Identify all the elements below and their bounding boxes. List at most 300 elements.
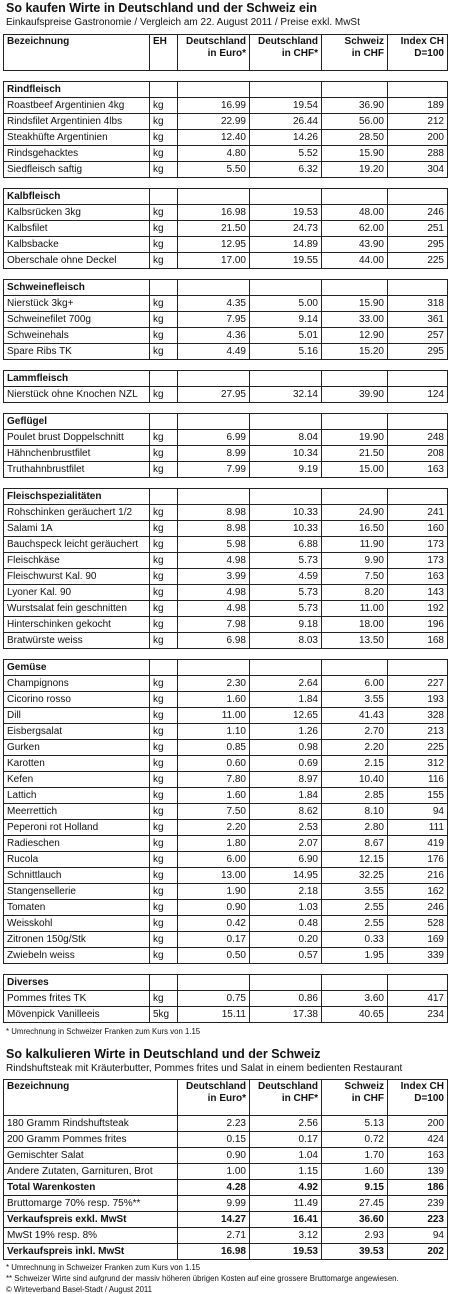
table-cell: Poulet brust Doppelschnitt xyxy=(4,430,150,446)
table-cell: 14.95 xyxy=(250,868,322,884)
table-cell: 163 xyxy=(388,462,448,478)
table-cell: 4.92 xyxy=(250,1180,322,1196)
table-cell: kg xyxy=(150,836,178,852)
table-cell: 8.62 xyxy=(250,804,322,820)
table-cell: kg xyxy=(150,521,178,537)
table-row xyxy=(4,900,448,916)
category-label: Lammfleisch xyxy=(4,371,150,387)
table-cell: 1.80 xyxy=(178,836,250,852)
empty-cell xyxy=(178,660,250,676)
table-cell: 5.73 xyxy=(250,553,322,569)
table-cell: 0.72 xyxy=(322,1132,388,1148)
table-cell: 189 xyxy=(388,98,448,114)
table-cell: 14.89 xyxy=(250,237,322,253)
table-cell: Schnittlauch xyxy=(4,868,150,884)
table-row xyxy=(4,772,448,788)
category-row xyxy=(4,414,448,430)
table-cell: 0.48 xyxy=(250,916,322,932)
table-cell: 139 xyxy=(388,1164,448,1180)
table-cell: Meerrettich xyxy=(4,804,150,820)
table-row xyxy=(4,221,448,237)
table-cell: 3.12 xyxy=(250,1228,322,1244)
section2-footnote-2: ** Schweizer Wirte sind aufgrund der massiv höheren übrigen Kosten auf eine grossere Bruttomarge angewiesen. xyxy=(6,1274,399,1283)
col-header: Deutschland in CHF* xyxy=(250,35,322,71)
table-cell: 4.98 xyxy=(178,553,250,569)
table-cell: 9.15 xyxy=(322,1180,388,1196)
table-cell: 0.17 xyxy=(178,932,250,948)
table-cell: Lattich xyxy=(4,788,150,804)
table-cell: 339 xyxy=(388,948,448,964)
table-cell: 10.34 xyxy=(250,446,322,462)
table-cell: 225 xyxy=(388,253,448,269)
table-cell: 227 xyxy=(388,676,448,692)
table-row xyxy=(4,521,448,537)
table-cell: Mövenpick Vanilleeis xyxy=(4,1007,150,1023)
col-header: Bezeichnung xyxy=(4,35,150,71)
table-cell: 7.95 xyxy=(178,312,250,328)
table-cell: Bruttomarge 70% resp. 75%** xyxy=(4,1196,178,1212)
table-cell: 13.50 xyxy=(322,633,388,649)
table-cell: 168 xyxy=(388,633,448,649)
table-cell: 196 xyxy=(388,617,448,633)
table-cell: Roastbeef Argentinien 4kg xyxy=(4,98,150,114)
table-cell: 173 xyxy=(388,537,448,553)
table-cell: 312 xyxy=(388,756,448,772)
table-row xyxy=(4,146,448,162)
table-cell: 225 xyxy=(388,740,448,756)
empty-cell xyxy=(178,189,250,205)
table-cell: kg xyxy=(150,756,178,772)
table-cell: 11.49 xyxy=(250,1196,322,1212)
table-cell: 0.50 xyxy=(178,948,250,964)
table-cell: 5.52 xyxy=(250,146,322,162)
table-cell: 3.55 xyxy=(322,692,388,708)
table-cell: kg xyxy=(150,617,178,633)
table-cell: Verkaufspreis exkl. MwSt xyxy=(4,1212,178,1228)
table-cell: 0.98 xyxy=(250,740,322,756)
table-cell: kg xyxy=(150,430,178,446)
table-cell: 4.98 xyxy=(178,601,250,617)
table-cell: kg xyxy=(150,344,178,360)
table-cell: 1.84 xyxy=(250,692,322,708)
table-cell: 94 xyxy=(388,804,448,820)
table-cell: 4.98 xyxy=(178,585,250,601)
table-cell: 246 xyxy=(388,900,448,916)
table-cell: 328 xyxy=(388,708,448,724)
table-cell: 0.17 xyxy=(250,1132,322,1148)
table-cell: 13.00 xyxy=(178,868,250,884)
table-row xyxy=(4,130,448,146)
table-cell: 41.43 xyxy=(322,708,388,724)
table-row xyxy=(4,1164,448,1180)
table-cell: 2.55 xyxy=(322,916,388,932)
table-cell: 26.44 xyxy=(250,114,322,130)
table-cell: 5.13 xyxy=(322,1116,388,1132)
table-cell: 6.99 xyxy=(178,430,250,446)
table-cell: Kalbsfilet xyxy=(4,221,150,237)
table-cell: 251 xyxy=(388,221,448,237)
empty-cell xyxy=(322,489,388,505)
table-cell: 36.60 xyxy=(322,1212,388,1228)
empty-cell xyxy=(322,414,388,430)
table-cell: 8.10 xyxy=(322,804,388,820)
table-cell: 14.26 xyxy=(250,130,322,146)
table-cell: kg xyxy=(150,772,178,788)
table-row xyxy=(4,692,448,708)
table-cell: Fleischwurst Kal. 90 xyxy=(4,569,150,585)
table-cell: kg xyxy=(150,553,178,569)
table-cell: 0.86 xyxy=(250,991,322,1007)
table-cell: 0.33 xyxy=(322,932,388,948)
table-cell: 6.88 xyxy=(250,537,322,553)
table-cell: 2.07 xyxy=(250,836,322,852)
table-cell: 7.98 xyxy=(178,617,250,633)
table-cell: Gemischter Salat xyxy=(4,1148,178,1164)
table-cell: 304 xyxy=(388,162,448,178)
table-cell: kg xyxy=(150,312,178,328)
empty-cell xyxy=(322,280,388,296)
table-cell: 160 xyxy=(388,521,448,537)
table-cell: Rindsfilet Argentinien 4lbs xyxy=(4,114,150,130)
table-cell: kg xyxy=(150,537,178,553)
table-cell: 10.33 xyxy=(250,505,322,521)
table-cell: 424 xyxy=(388,1132,448,1148)
table-cell: 11.00 xyxy=(178,708,250,724)
table-row xyxy=(4,991,448,1007)
table-cell: 8.98 xyxy=(178,521,250,537)
spacer-row xyxy=(4,71,448,82)
table-cell: Champignons xyxy=(4,676,150,692)
table-cell: 1.10 xyxy=(178,724,250,740)
table-cell: 62.00 xyxy=(322,221,388,237)
spacer-cell xyxy=(4,360,448,371)
table-cell: 15.90 xyxy=(322,296,388,312)
table-cell: kg xyxy=(150,205,178,221)
table-cell: kg xyxy=(150,585,178,601)
empty-cell xyxy=(178,489,250,505)
table-cell: Spare Ribs TK xyxy=(4,344,150,360)
table-cell: 1.70 xyxy=(322,1148,388,1164)
table-cell: 0.57 xyxy=(250,948,322,964)
table-cell: Zitronen 150g/Stk xyxy=(4,932,150,948)
table-cell: 27.45 xyxy=(322,1196,388,1212)
table-cell: 16.98 xyxy=(178,205,250,221)
table-row xyxy=(4,1116,448,1132)
table-row xyxy=(4,1132,448,1148)
table-cell: kg xyxy=(150,446,178,462)
table-row xyxy=(4,344,448,360)
table-cell: 7.99 xyxy=(178,462,250,478)
table-cell: Zwiebeln weiss xyxy=(4,948,150,964)
table-cell: Salami 1A xyxy=(4,521,150,537)
table-cell: 5kg xyxy=(150,1007,178,1023)
empty-cell xyxy=(250,189,322,205)
table-cell: 11.00 xyxy=(322,601,388,617)
table-row xyxy=(4,505,448,521)
spacer-row xyxy=(4,649,448,660)
col-header: Schweiz in CHF xyxy=(322,35,388,71)
table-cell: Steakhüfte Argentinien xyxy=(4,130,150,146)
table-cell: 295 xyxy=(388,344,448,360)
table-cell: 8.99 xyxy=(178,446,250,462)
table-row xyxy=(4,788,448,804)
table-cell: kg xyxy=(150,692,178,708)
table-cell: kg xyxy=(150,296,178,312)
col-header: Deutschland in CHF* xyxy=(250,1080,322,1116)
col-header: Schweiz in CHF xyxy=(322,1080,388,1116)
table-row xyxy=(4,162,448,178)
col-header: Deutschland in Euro* xyxy=(178,35,250,71)
col-header: Deutschland in Euro* xyxy=(178,1080,250,1116)
empty-cell xyxy=(250,371,322,387)
table-cell: 6.32 xyxy=(250,162,322,178)
table-cell: 173 xyxy=(388,553,448,569)
table-cell: 1.03 xyxy=(250,900,322,916)
col-header: Index CH D=100 xyxy=(388,35,448,71)
table-cell: kg xyxy=(150,237,178,253)
table-cell: 16.41 xyxy=(250,1212,322,1228)
table-cell: 162 xyxy=(388,884,448,900)
table-cell: 246 xyxy=(388,205,448,221)
table-row xyxy=(4,601,448,617)
table-cell: 9.18 xyxy=(250,617,322,633)
table-cell: kg xyxy=(150,114,178,130)
table-cell: Wurstsalat fein geschnitten xyxy=(4,601,150,617)
table-row xyxy=(4,1212,448,1228)
table-cell: Hinterschinken gekocht xyxy=(4,617,150,633)
table-cell: 6.98 xyxy=(178,633,250,649)
col-header: Index CH D=100 xyxy=(388,1080,448,1116)
table-cell: 0.90 xyxy=(178,900,250,916)
table-cell: Peperoni rot Holland xyxy=(4,820,150,836)
table-cell: 0.69 xyxy=(250,756,322,772)
category-row xyxy=(4,660,448,676)
table-cell: 248 xyxy=(388,430,448,446)
table-cell: 163 xyxy=(388,1148,448,1164)
table-cell: Eisbergsalat xyxy=(4,724,150,740)
empty-cell xyxy=(322,975,388,991)
table-row xyxy=(4,569,448,585)
table-cell: 12.40 xyxy=(178,130,250,146)
table-row xyxy=(4,328,448,344)
spacer-cell xyxy=(4,649,448,660)
table-cell: 16.98 xyxy=(178,1244,250,1260)
category-label: Gemüse xyxy=(4,660,150,676)
table-cell: 10.33 xyxy=(250,521,322,537)
table-cell: kg xyxy=(150,852,178,868)
table-row xyxy=(4,462,448,478)
table-cell: 361 xyxy=(388,312,448,328)
empty-cell xyxy=(150,371,178,387)
table-cell: 44.00 xyxy=(322,253,388,269)
table-row xyxy=(4,724,448,740)
table-cell: 12.90 xyxy=(322,328,388,344)
table-cell: 48.00 xyxy=(322,205,388,221)
empty-cell xyxy=(388,280,448,296)
table-cell: Hähnchenbrustfilet xyxy=(4,446,150,462)
table-cell: 5.50 xyxy=(178,162,250,178)
empty-cell xyxy=(250,414,322,430)
table-cell: 22.99 xyxy=(178,114,250,130)
table-cell: 6.00 xyxy=(178,852,250,868)
table-row xyxy=(4,617,448,633)
table-cell: kg xyxy=(150,820,178,836)
table-cell: 192 xyxy=(388,601,448,617)
table-cell: kg xyxy=(150,788,178,804)
table-cell: 6.90 xyxy=(250,852,322,868)
table-cell: Kalbsrücken 3kg xyxy=(4,205,150,221)
table-cell: kg xyxy=(150,868,178,884)
table-row xyxy=(4,852,448,868)
table-cell: 4.28 xyxy=(178,1180,250,1196)
spacer-row xyxy=(4,478,448,489)
table-cell: kg xyxy=(150,98,178,114)
spacer-row xyxy=(4,403,448,414)
table-cell: 24.90 xyxy=(322,505,388,521)
table-cell: 9.99 xyxy=(178,1196,250,1212)
table-header-row xyxy=(4,1080,448,1116)
empty-cell xyxy=(322,371,388,387)
table-cell: kg xyxy=(150,569,178,585)
table-cell: kg xyxy=(150,804,178,820)
empty-cell xyxy=(250,82,322,98)
section2-footnote-1: * Umrechnung in Schweizer Franken zum Kurs von 1.15 xyxy=(6,1263,201,1272)
spacer-cell xyxy=(4,269,448,280)
empty-cell xyxy=(388,489,448,505)
table-cell: 318 xyxy=(388,296,448,312)
section2-subtitle: Rindshuftsteak mit Kräuterbutter, Pommes frites und Salat in einem bedienten Restaurant xyxy=(6,1063,403,1074)
table-cell: 0.75 xyxy=(178,991,250,1007)
section1-title: So kaufen Wirte in Deutschland und der Schweiz ein xyxy=(6,1,318,15)
table-cell: kg xyxy=(150,146,178,162)
empty-cell xyxy=(388,371,448,387)
table-cell: 0.15 xyxy=(178,1132,250,1148)
category-label: Diverses xyxy=(4,975,150,991)
table-row xyxy=(4,676,448,692)
table-cell: 94 xyxy=(388,1228,448,1244)
table-cell: 18.00 xyxy=(322,617,388,633)
table-cell: 8.20 xyxy=(322,585,388,601)
category-label: Fleischspezialitäten xyxy=(4,489,150,505)
empty-cell xyxy=(178,280,250,296)
table-cell: 111 xyxy=(388,820,448,836)
table-cell: 163 xyxy=(388,569,448,585)
table-cell: 1.04 xyxy=(250,1148,322,1164)
table-cell: Rucola xyxy=(4,852,150,868)
table-row xyxy=(4,820,448,836)
table-cell: Kalbsbacke xyxy=(4,237,150,253)
table-cell: 208 xyxy=(388,446,448,462)
table-cell: 3.55 xyxy=(322,884,388,900)
table-cell: kg xyxy=(150,505,178,521)
table-cell: 5.73 xyxy=(250,585,322,601)
table-cell: 212 xyxy=(388,114,448,130)
table-cell: 1.60 xyxy=(178,788,250,804)
table-cell: 19.90 xyxy=(322,430,388,446)
table-cell: 0.60 xyxy=(178,756,250,772)
table-row xyxy=(4,98,448,114)
table-cell: 3.60 xyxy=(322,991,388,1007)
table-row xyxy=(4,387,448,403)
table-cell: kg xyxy=(150,253,178,269)
table-cell: 9.90 xyxy=(322,553,388,569)
table-row xyxy=(4,948,448,964)
table-cell: kg xyxy=(150,162,178,178)
table-cell: Dill xyxy=(4,708,150,724)
table-cell: Weisskohl xyxy=(4,916,150,932)
table-cell: 2.71 xyxy=(178,1228,250,1244)
table-cell: Nierstück 3kg+ xyxy=(4,296,150,312)
table-cell: kg xyxy=(150,708,178,724)
table-row xyxy=(4,253,448,269)
table-cell: kg xyxy=(150,462,178,478)
category-row xyxy=(4,489,448,505)
table-cell: 2.23 xyxy=(178,1116,250,1132)
table-row xyxy=(4,884,448,900)
table-cell: Nierstück ohne Knochen NZL xyxy=(4,387,150,403)
table-cell: 1.60 xyxy=(322,1164,388,1180)
table-cell: 15.20 xyxy=(322,344,388,360)
table-row xyxy=(4,804,448,820)
table-cell: 1.95 xyxy=(322,948,388,964)
empty-cell xyxy=(150,189,178,205)
table-cell: 1.90 xyxy=(178,884,250,900)
table-row xyxy=(4,312,448,328)
category-row xyxy=(4,371,448,387)
table-cell: 2.80 xyxy=(322,820,388,836)
empty-cell xyxy=(388,975,448,991)
table-cell: 21.50 xyxy=(322,446,388,462)
table-cell: kg xyxy=(150,948,178,964)
table-cell: 40.65 xyxy=(322,1007,388,1023)
table-cell: 528 xyxy=(388,916,448,932)
table-cell: 8.97 xyxy=(250,772,322,788)
table-cell: 4.35 xyxy=(178,296,250,312)
empty-cell xyxy=(178,414,250,430)
table-cell: 155 xyxy=(388,788,448,804)
table-cell: 2.55 xyxy=(322,900,388,916)
section2-title: So kalkulieren Wirte in Deutschland und der Schweiz xyxy=(6,1047,321,1061)
empty-cell xyxy=(178,975,250,991)
table-row xyxy=(4,1244,448,1260)
table-cell: kg xyxy=(150,328,178,344)
table-cell: Gurken xyxy=(4,740,150,756)
table-cell: Bratwürste weiss xyxy=(4,633,150,649)
table-cell: 288 xyxy=(388,146,448,162)
table-cell: 417 xyxy=(388,991,448,1007)
table-cell: 7.50 xyxy=(322,569,388,585)
table-cell: Kefen xyxy=(4,772,150,788)
table-cell: 5.98 xyxy=(178,537,250,553)
table-cell: 5.73 xyxy=(250,601,322,617)
empty-cell xyxy=(150,489,178,505)
table-row xyxy=(4,1228,448,1244)
table-cell: Andere Zutaten, Garnituren, Brot xyxy=(4,1164,178,1180)
category-label: Schweinefleisch xyxy=(4,280,150,296)
table-cell: 39.53 xyxy=(322,1244,388,1260)
category-row xyxy=(4,280,448,296)
table-cell: Siedfleisch saftig xyxy=(4,162,150,178)
empty-cell xyxy=(322,82,388,98)
spacer-row xyxy=(4,360,448,371)
table-cell: 2.53 xyxy=(250,820,322,836)
table-cell: 16.50 xyxy=(322,521,388,537)
table-cell: Pommes frites TK xyxy=(4,991,150,1007)
table-cell: kg xyxy=(150,221,178,237)
table-row xyxy=(4,868,448,884)
table-cell: 2.18 xyxy=(250,884,322,900)
table-cell: Fleischkäse xyxy=(4,553,150,569)
